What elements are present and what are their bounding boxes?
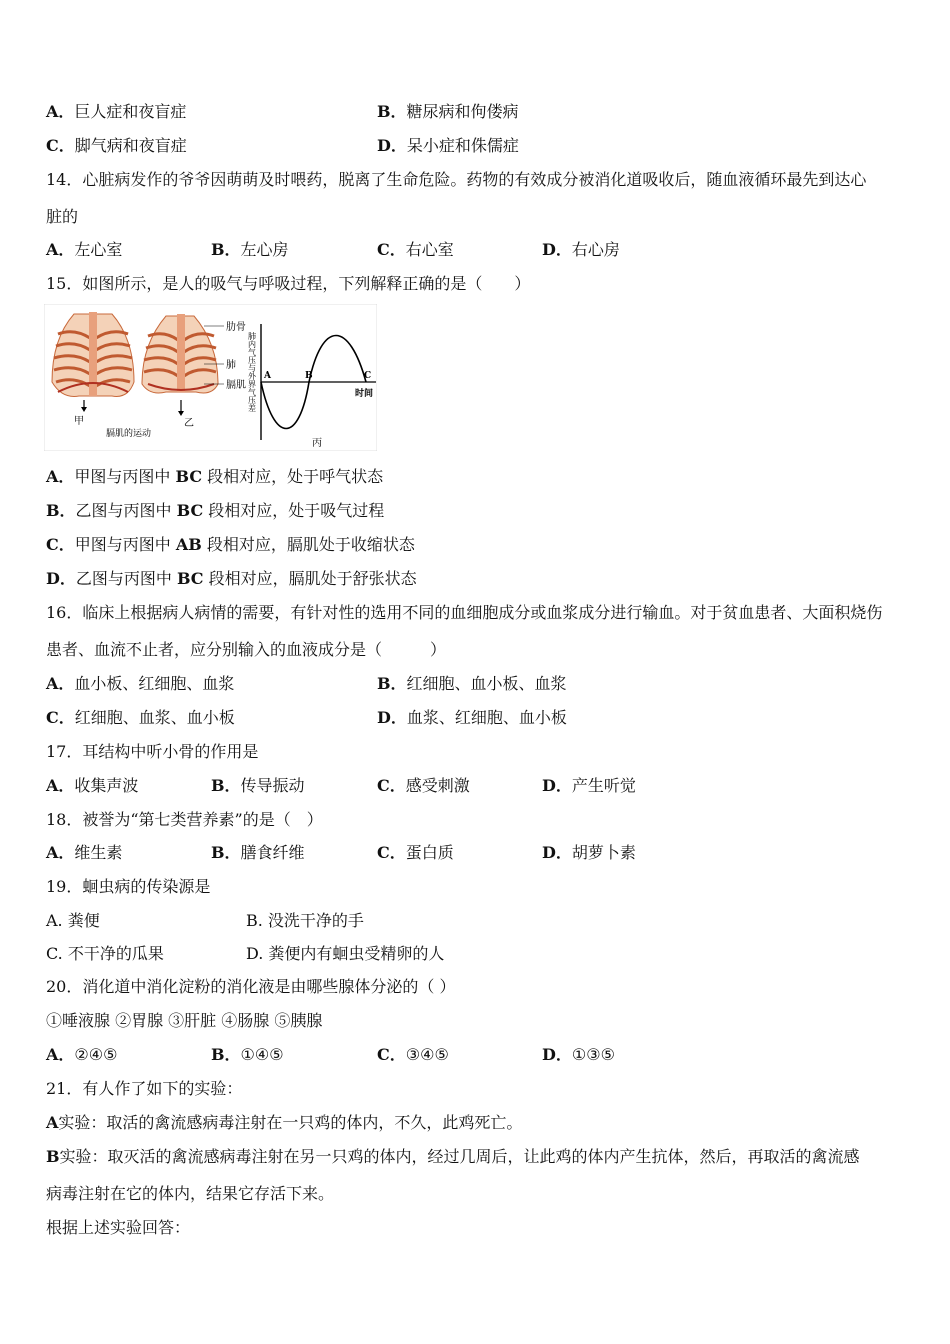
label-diaphragm: 膈肌 [226, 380, 246, 391]
q21-experiment-a: A实验：取活的禽流感病毒注射在一只鸡的体内，不久，此鸡死亡。 [46, 1113, 523, 1132]
q13-option-a: A．巨人症和夜盲症 [46, 102, 187, 121]
q16-stem-line1: 16．临床上根据病人病情的需要，有针对性的选用不同的血细胞成分或血浆成分进行输血。对于贫血患者、大面积烧伤 [46, 603, 883, 622]
q14-option-a: A．左心室 [46, 240, 123, 259]
label-bing: 丙 [312, 438, 322, 449]
q20-gland-list: ①唾液腺 ②胃腺 ③肝脏 ④肠腺 ⑤胰腺 [46, 1011, 323, 1030]
figure-caption: 膈肌的运动 [106, 429, 152, 439]
q13-option-c: C．脚气病和夜盲症 [46, 136, 187, 155]
q16-stem-line2: 患者、血流不止者，应分别输入的血液成分是（ ） [46, 640, 447, 659]
q17-stem: 17．耳结构中听小骨的作用是 [46, 742, 259, 761]
q20-option-b: B．①④⑤ [211, 1045, 284, 1064]
q19-option-a: A. 粪便 [46, 911, 100, 930]
q18-option-a: A．维生素 [46, 843, 123, 862]
label-rib: 肋骨 [226, 322, 246, 333]
q15-option-d: D．乙图与丙图中 BC 段相对应，膈肌处于舒张状态 [46, 569, 417, 588]
q17-option-c: C．感受刺激 [377, 776, 470, 795]
q19-option-d: D. 粪便内有蛔虫受精卵的人 [246, 944, 445, 963]
q16-option-b: B．红细胞、血小板、血浆 [377, 674, 567, 693]
q16-option-c: C．红细胞、血浆、血小板 [46, 708, 235, 727]
q17-option-a: A．收集声波 [46, 776, 139, 795]
q18-option-b: B．膳食纤维 [211, 843, 305, 862]
q18-option-c: C．蛋白质 [377, 843, 454, 862]
q14-stem-line2: 脏的 [46, 207, 79, 226]
q14-option-d: D．右心房 [542, 240, 620, 259]
q21-experiment-b-line1: B实验：取灭活的禽流感病毒注射在另一只鸡的体内，经过几周后，让此鸡的体内产生抗体，然后，再取活的禽流感 [46, 1147, 860, 1166]
q17-option-b: B．传导振动 [211, 776, 305, 795]
point-a-label: A [264, 371, 271, 381]
q15-option-c: C．甲图与丙图中 AB 段相对应，膈肌处于收缩状态 [46, 535, 415, 554]
q20-stem: 20．消化道中消化淀粉的消化液是由哪些腺体分泌的（ ） [46, 977, 456, 996]
q15-stem: 15．如图所示，是人的吸气与呼吸过程，下列解释正确的是（ ） [46, 274, 531, 293]
q14-option-c: C．右心室 [377, 240, 454, 259]
graph-xlabel: 时间 [355, 389, 374, 399]
q13-option-d: D．呆小症和侏儒症 [377, 136, 519, 155]
q15-option-b: B．乙图与丙图中 BC 段相对应，处于吸气过程 [46, 501, 385, 520]
q15-option-a: A．甲图与丙图中 BC 段相对应，处于呼气状态 [46, 467, 384, 486]
q20-option-a: A．②④⑤ [46, 1045, 118, 1064]
q21-experiment-b-line2: 病毒注射在它的体内，结果它存活下来。 [46, 1184, 335, 1203]
q19-stem: 19．蛔虫病的传染源是 [46, 877, 211, 896]
q13-option-b: B．糖尿病和佝偻病 [377, 102, 519, 121]
q14-option-b: B．左心房 [211, 240, 289, 259]
q18-stem: 18．被誉为“第七类营养素”的是（ ） [46, 810, 323, 829]
q20-option-d: D．①③⑤ [542, 1045, 615, 1064]
graph-ylabel: 肺内气压与外界气压差 [247, 332, 257, 412]
q16-option-a: A．血小板、红细胞、血浆 [46, 674, 235, 693]
label-lung: 肺 [226, 360, 236, 371]
q19-option-c: C. 不干净的瓜果 [46, 944, 164, 963]
q21-stem: 21．有人作了如下的实验： [46, 1079, 243, 1098]
q18-option-d: D．胡萝卜素 [542, 843, 636, 862]
label-jia: 甲 [74, 416, 84, 427]
point-b-label: B [305, 371, 313, 381]
label-yi: 乙 [184, 418, 194, 429]
q17-option-d: D．产生听觉 [542, 776, 636, 795]
q14-stem-line1: 14．心脏病发作的爷爷因萌萌及时喂药，脱离了生命危险。药物的有效成分被消化道吸收后，随血液循环最先到达心 [46, 170, 867, 189]
q20-option-c: C．③④⑤ [377, 1045, 449, 1064]
q21-prompt: 根据上述实验回答： [46, 1218, 191, 1237]
q19-option-b: B. 没洗干净的手 [246, 911, 364, 930]
breathing-figure [44, 304, 377, 451]
q16-option-d: D．血浆、红细胞、血小板 [377, 708, 567, 727]
point-c-label: C [364, 371, 372, 381]
